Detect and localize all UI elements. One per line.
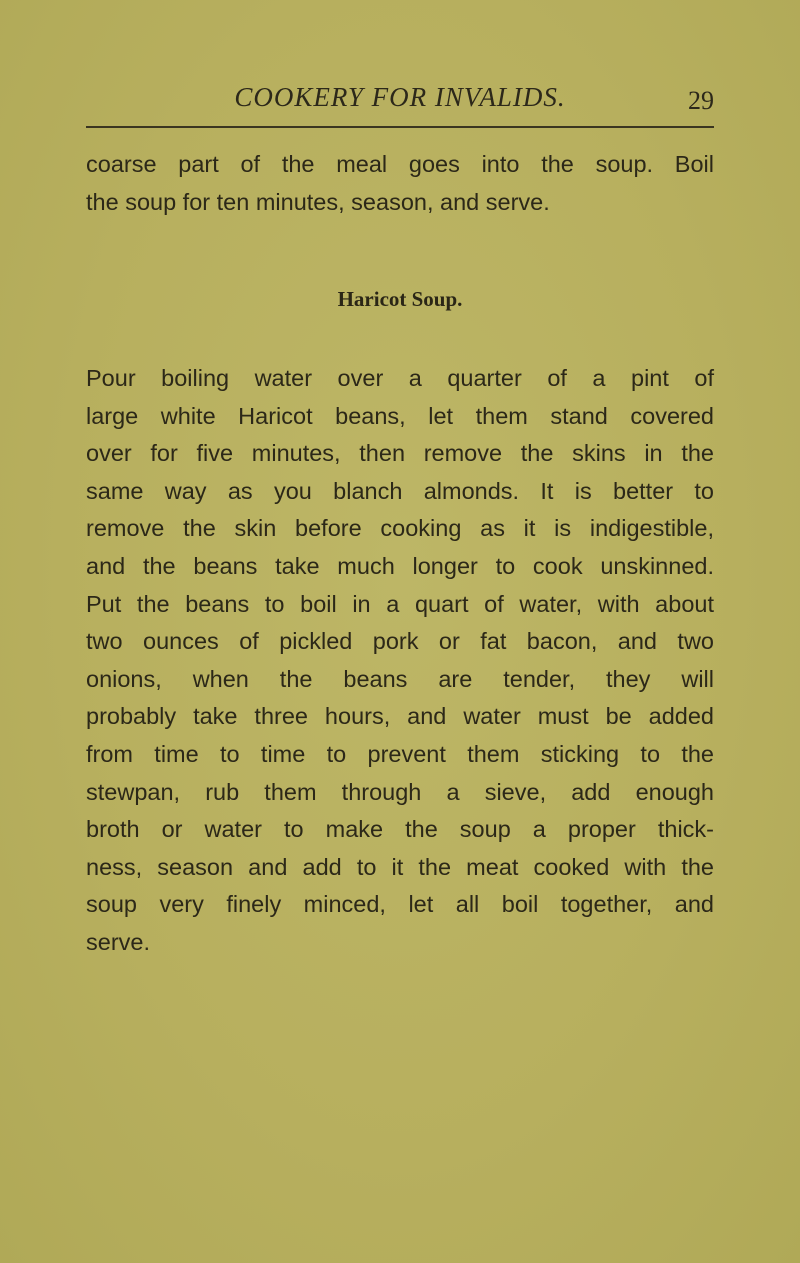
running-title: COOKERY FOR INVALIDS. (234, 82, 566, 112)
text-line: coarse part of the meal goes into the soup. Boil (86, 151, 714, 177)
text-line: stewpan, rub them through a sieve, add enough (86, 778, 714, 805)
text-line: and the beans take much longer to cook unskinned. (86, 552, 714, 579)
text-line: onions, when the beans are tender, they will (86, 665, 714, 692)
recipe-paragraph (86, 360, 714, 962)
text-line: remove the skin before cooking as it is indigestible, (86, 515, 714, 542)
intro-paragraph (86, 146, 714, 221)
header-rule (86, 126, 714, 128)
text-line: soup very finely minced, let all boil together, and (86, 891, 714, 918)
text-line: same way as you blanch almonds. It is better to (86, 477, 714, 504)
text-line: over for five minutes, then remove the skins in the (86, 440, 714, 467)
text-line: probably take three hours, and water must be added (86, 703, 714, 730)
text-line: ness, season and add to it the meat cooked with the (86, 853, 714, 880)
running-head (86, 78, 714, 118)
text-line: two ounces of pickled pork or fat bacon, and two (86, 628, 714, 655)
page-number: 29 (688, 86, 714, 115)
text-line: the soup for ten minutes, season, and serve. (86, 188, 550, 215)
text-line: Pour boiling water over a quarter of a pint of (86, 365, 714, 391)
text-line: broth or water to make the soup a proper thick- (86, 816, 714, 843)
section-heading: Haricot Soup. (337, 287, 463, 311)
text-line: from time to time to prevent them sticking to the (86, 740, 714, 767)
text-line: serve. (86, 928, 150, 955)
text-line: Put the beans to boil in a quart of water, with about (86, 590, 714, 617)
text-line: large white Haricot beans, let them stand covered (86, 402, 714, 429)
